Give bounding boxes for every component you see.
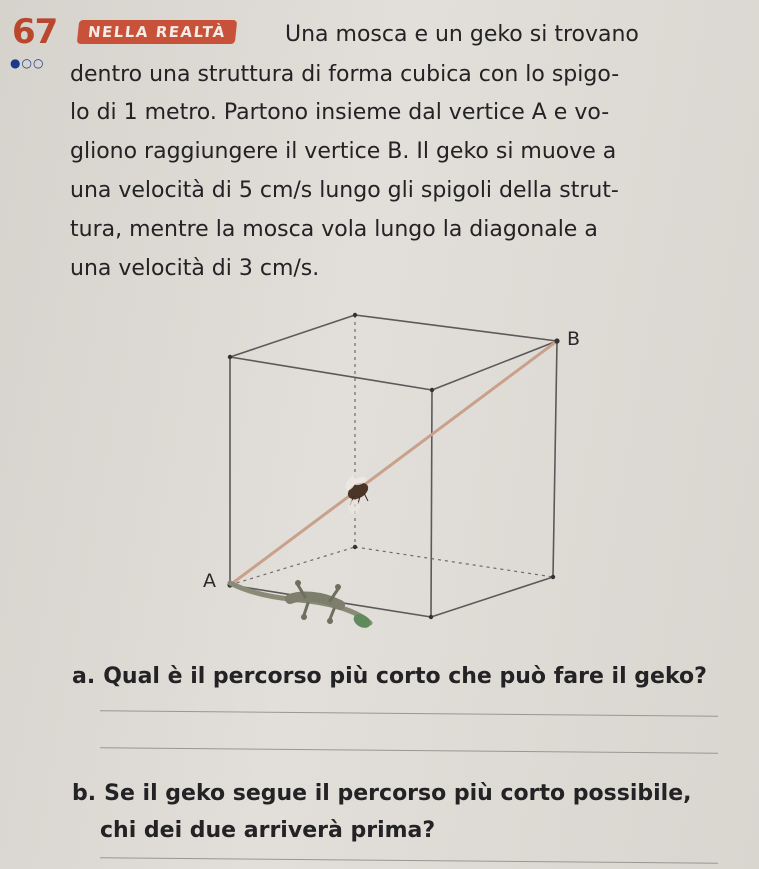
hidden-edges (230, 315, 553, 585)
nella-realta-badge: NELLA REALTÀ (77, 20, 237, 44)
fly-icon (344, 474, 371, 514)
question-b-text-1: Se il geko segue il percorso più corto possibile, (104, 781, 692, 806)
question-b-letter: b. (72, 781, 97, 806)
cube-figure (195, 305, 615, 635)
question-b-line-2 (100, 818, 435, 843)
difficulty-dots-icon: ●○○ (10, 56, 45, 70)
intro-line-6: tura, mentre la mosca vola lungo la diagonale a (70, 217, 598, 242)
exercise-number: 67 (12, 12, 58, 52)
question-a-letter: a. (72, 664, 96, 689)
intro-line-4: gliono raggiungere il vertice B. Il geko si muove a (70, 139, 617, 164)
question-a (72, 664, 707, 689)
intro-line-5: una velocità di 5 cm/s lungo gli spigoli della strut- (70, 178, 619, 203)
intro-line-3: lo di 1 metro. Partono insieme dal vertice A e vo- (70, 100, 610, 125)
vertex-b-label: B (567, 328, 581, 350)
intro-line-1: Una mosca e un geko si trovano (285, 22, 639, 47)
question-b-text-2: chi dei due arriverà prima? (100, 818, 436, 843)
intro-line-7: una velocità di 3 cm/s. (70, 256, 320, 281)
vertex-a-label: A (203, 570, 216, 592)
visible-edges (230, 315, 557, 617)
intro-line-2: dentro una struttura di forma cubica con lo spigo- (70, 62, 620, 87)
question-a-text: Qual è il percorso più corto che può fare il geko? (103, 664, 707, 689)
diagonal-path (230, 341, 557, 585)
question-b (72, 781, 692, 806)
